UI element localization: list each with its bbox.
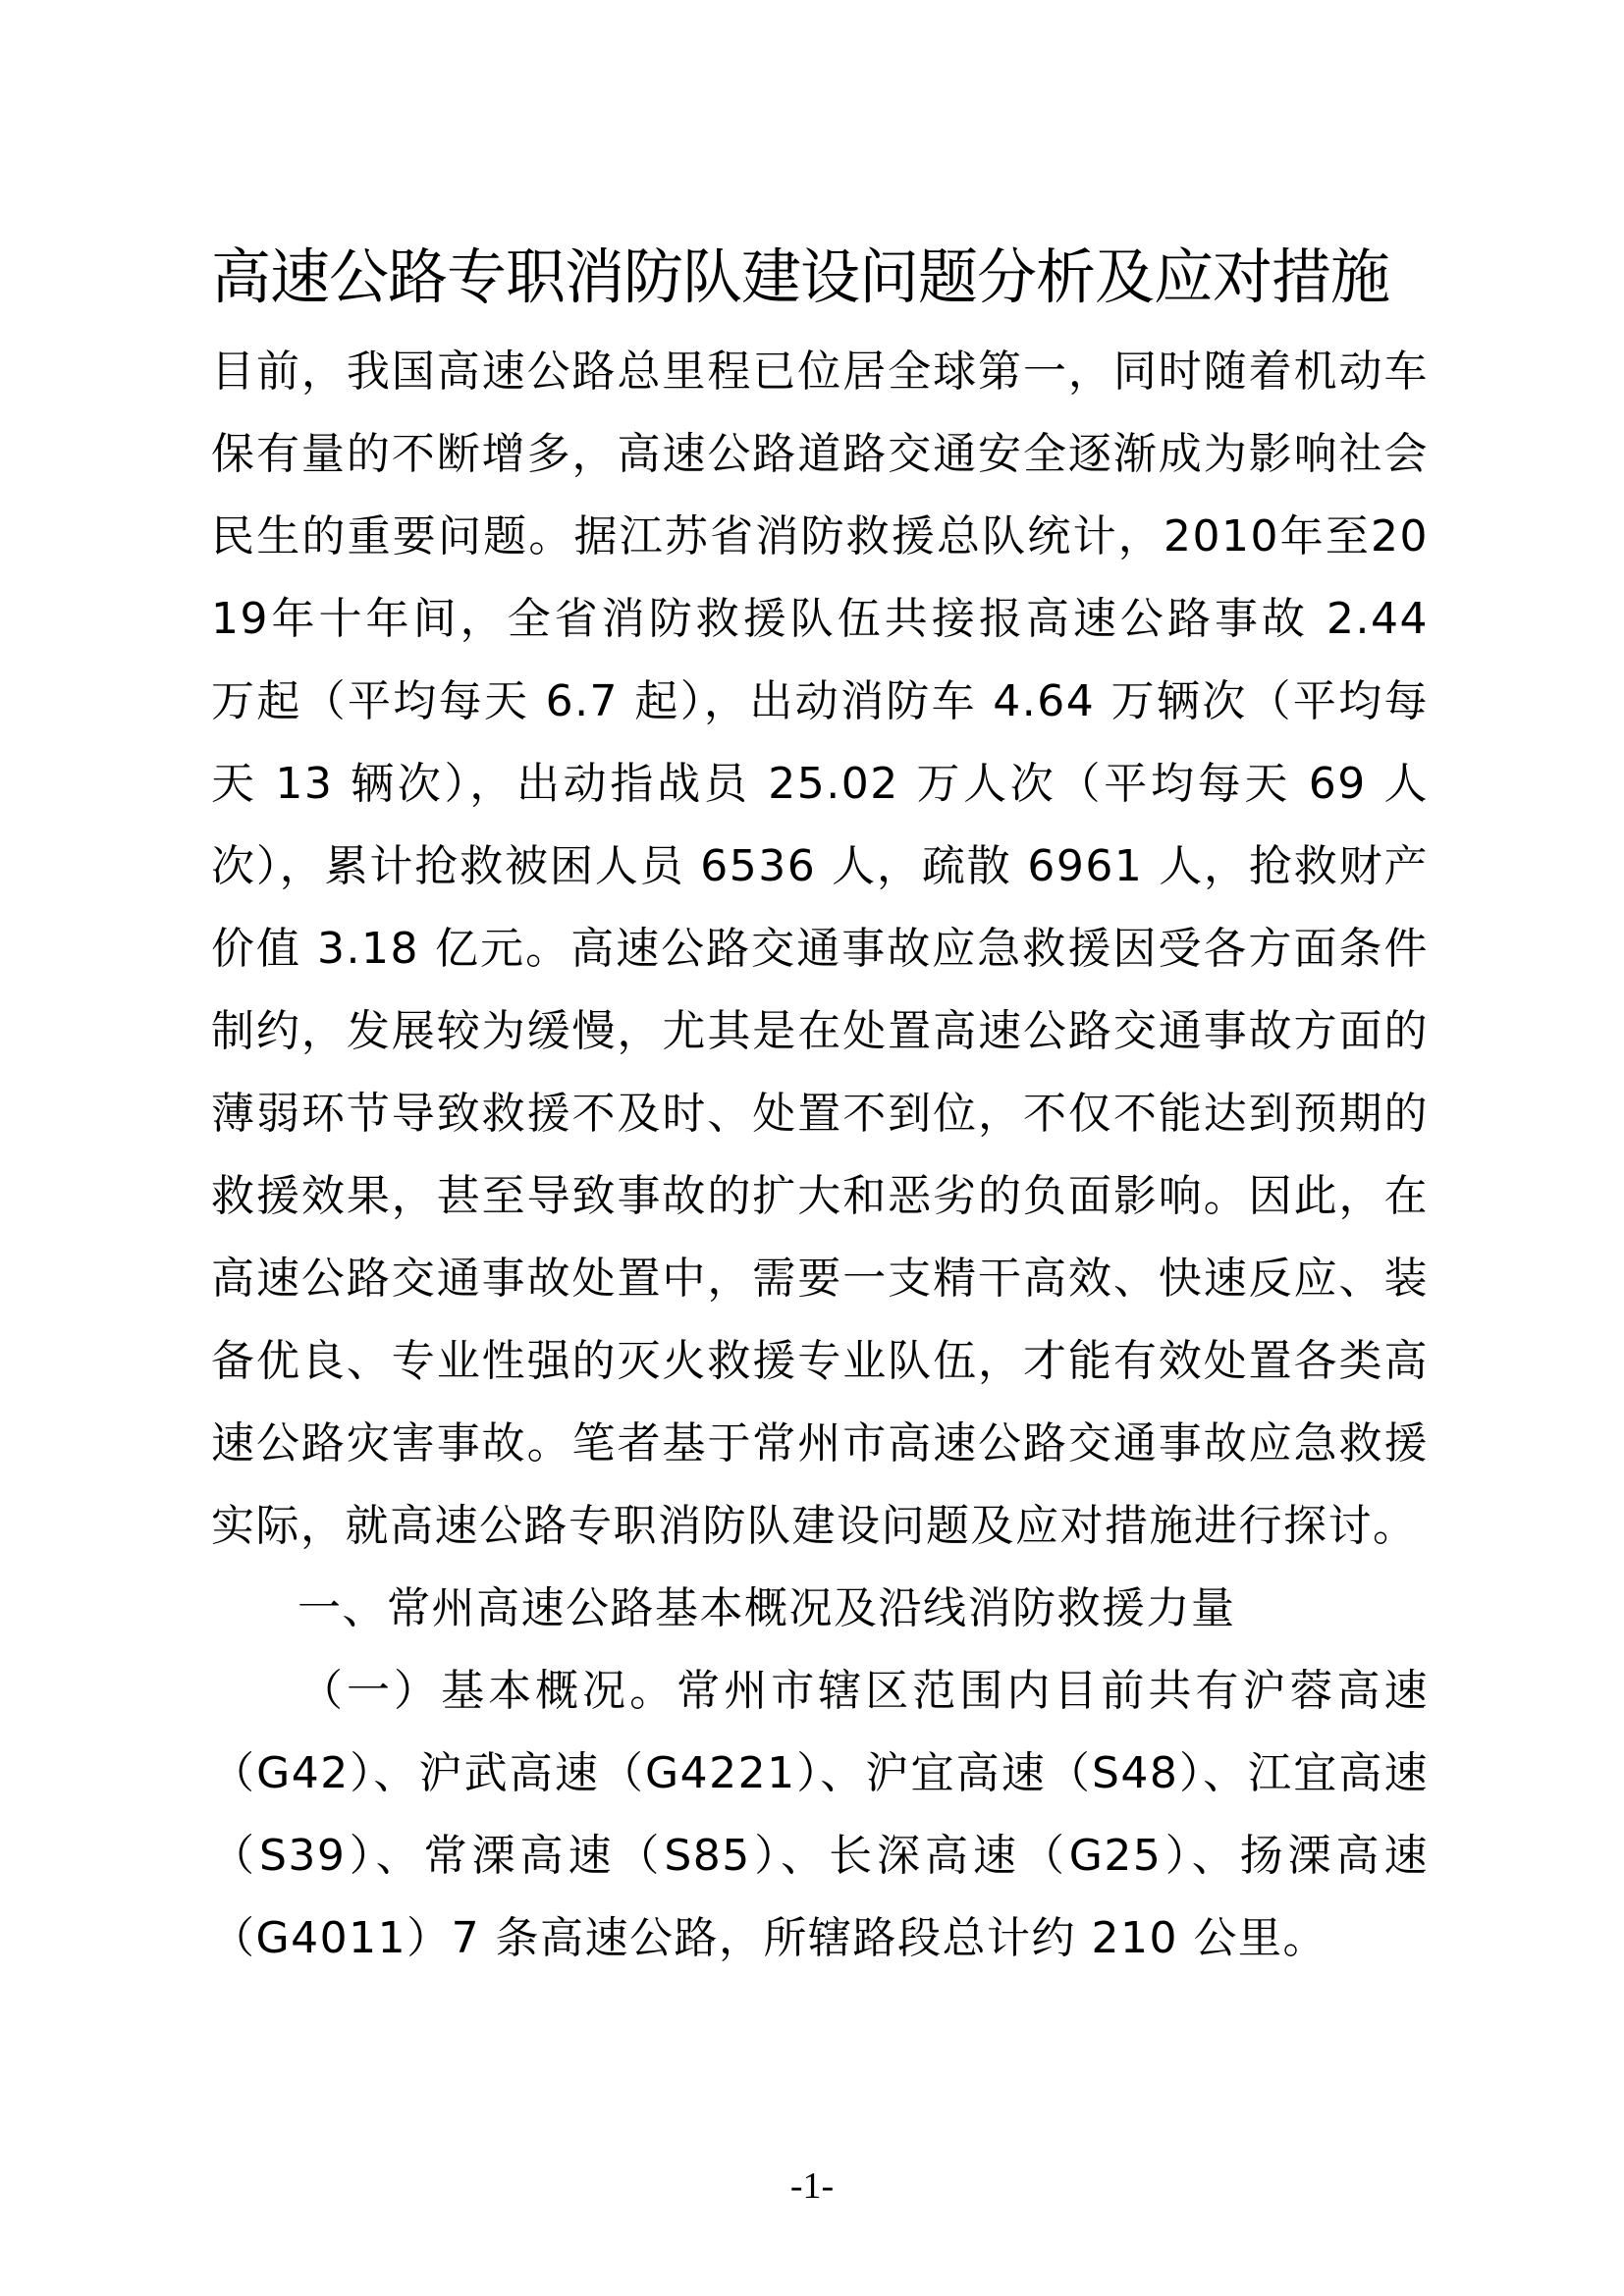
- overview-paragraph: （一）基本概况。常州市辖区范围内目前共有沪蓉高速（G42）、沪武高速（G4221）、沪宜高速（S48）、江宜高速（S39）、常溧高速（S85）、长深高速（G25）、扬溧高速（G4011）7 条高速公路，所辖路段总计约 210 公里。: [211, 1666, 1429, 1963]
- document-body: [211, 331, 1429, 1980]
- page-number: -1-: [789, 2165, 835, 2207]
- intro-paragraph: 目前，我国高速公路总里程已位居全球第一，同时随着机动车保有量的不断增多，高速公路道路交通安全逐渐成为影响社会民生的重要问题。据江苏省消防救援总队统计，2010年至2019年十年间，全省消防救援队伍共接报高速公路事故 2.44 万起（平均每天 6.7 起），出动消防车 4.64 万辆次（平均每天 13 辆次），出动指战员 25.02 万人次（平均每天 69 人次），累计抢救被困人员 6536 人，疏散 6961 人，抢救财产价值 3.18 亿元。高速公路交通事故应急救援因受各方面条件制约，发展较为缓慢，尤其是在处置高速公路交通事故方面的薄弱环节导致救援不及时、处置不到位，不仅不能达到预期的救援效果，甚至导致事故的扩大和恶劣的负面影响。因此，在高速公路交通事故处置中，需要一支精干高效、快速反应、装备优良、专业性强的灭火救援专业队伍，才能有效处置各类高速公路灾害事故。笔者基于常州市高速公路交通事故应急救援实际，就高速公路专职消防队建设问题及应对措施进行探讨。: [211, 347, 1429, 1551]
- document-title: 高速公路专职消防队建设问题分析及应对措施: [211, 242, 1390, 312]
- section-heading-overview: 一、常州高速公路基本概况及沿线消防救援力量: [298, 1583, 1236, 1633]
